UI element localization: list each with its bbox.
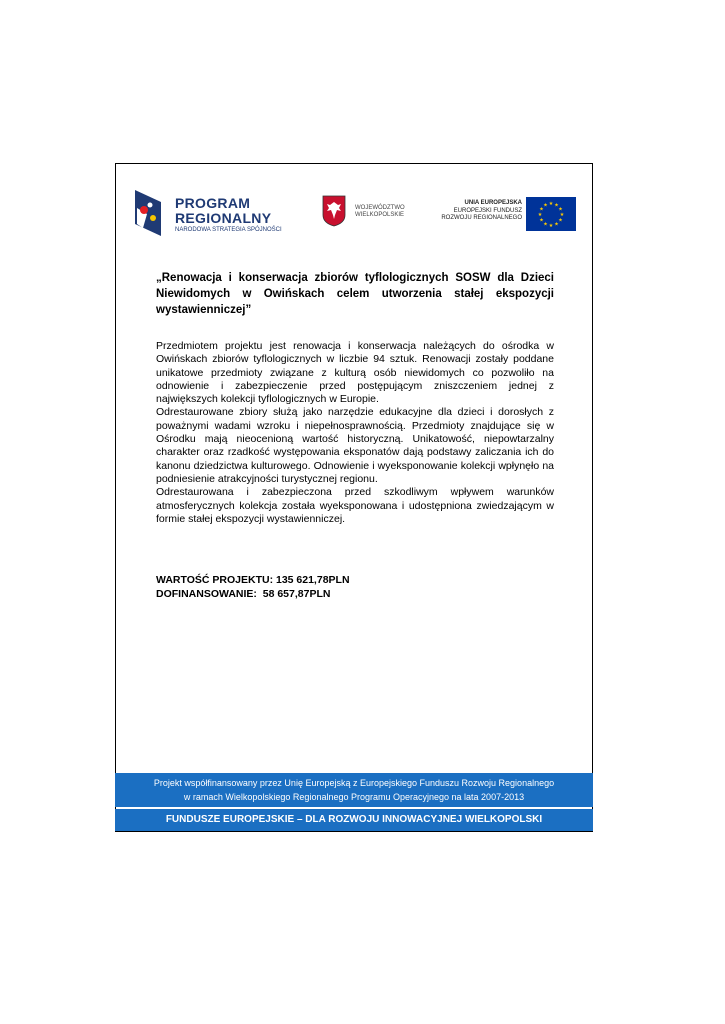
svg-text:★: ★ [559,212,565,218]
footer-line1: Projekt współfinansowany przez Unię Europejską z Europejskiego Funduszu Rozwoju Regionalnego [153,778,555,788]
wojewodztwo-line1: WOJEWÓDZTWO [355,205,405,211]
svg-text:★: ★ [558,206,563,213]
svg-text:★: ★ [539,217,544,224]
program-logo-line1: PROGRAM [175,195,251,211]
project-description [156,340,554,526]
eagle-crest-icon [322,195,346,227]
footer-line2: w ramach Wielkopolskiego Regionalnego Programu Operacyjnego na lata 2007-2013 [183,792,525,802]
paragraph: Przedmiotem projektu jest renowacja i konserwacja należących do ośrodka w Owińskach zbiorów tyflologicznych w liczbie 94 sztuk. Renowacji zostały poddane unikatowe przedmioty związane z kulturą osób niewidomych co pozwoliło na odnowienie i zabezpieczenie przed postępującym zniszczeniem jednej z największych kolekcji tyflologicznych w Europie. [156,340,554,406]
svg-text:★: ★ [554,202,559,209]
svg-text:★: ★ [543,221,548,228]
footer-slogan: FUNDUSZE EUROPEJSKIE – DLA ROZWOJU INNOWACYJNEJ WIELKOPOLSKI [165,814,543,825]
eu-logo-line3: ROZWOJU REGIONALNEGO [441,215,522,221]
svg-text:★: ★ [537,212,543,218]
slogan-footer [115,809,593,831]
program-logo-line3: NARODOWA STRATEGIA SPÓJNOŚCI [175,227,282,233]
svg-text:★: ★ [554,221,559,228]
paragraph: Odrestaurowane zbiory służą jako narzędzie edukacyjne dla dzieci i dorosłych z poważnymi wadami wzroku i niepełnosprawnością. Przedmioty znajdujące się w Ośrodku mają nieocenioną wartość historyczną. Unikatowość, niepowtarzalny charakter oraz rzadkość występowania eksponatów dają podstawy zaliczania ich do kanonu dziedzictwa kulturowego. Odnowienie i wyeksponowanie kolekcji wpłynęło na podniesienie atrakcyjności turystycznej regionu. [156,406,554,485]
svg-text:★: ★ [539,206,544,213]
svg-text:★: ★ [543,202,548,209]
svg-text:★: ★ [558,217,563,224]
program-regionalny-logo [133,188,303,240]
eu-logo-line2: EUROPEJSKI FUNDUSZ [453,208,522,214]
cofinancing-value: DOFINANSOWANIE: 58 657,87PLN [156,588,331,600]
wojewodztwo-logo [322,195,417,235]
paragraph: Odrestaurowana i zabezpieczona przed szkodliwym wpływem warunków atmosferycznych kolekcja została wyeksponowana i udostępniona zwiedzającym w formie stałej ekspozycji wystawienniczej. [156,486,554,525]
eu-flag-icon [526,197,576,231]
program-regionalny-mark-icon [133,188,163,238]
svg-text:★: ★ [548,223,554,229]
project-value: WARTOŚĆ PROJEKTU: 135 621,78PLN [156,574,350,586]
wojewodztwo-line2: WIELKOPOLSKIE [355,212,405,218]
project-values [156,573,350,601]
svg-text:★: ★ [548,201,554,207]
cofinancing-footer [115,773,593,807]
project-title: „Renowacja i konserwacja zbiorów tyflologicznych SOSW dla Dzieci Niewidomych w Owińskach celem utworzenia stałej ekspozycji wystawienniczej” [156,272,554,316]
eu-logo [438,197,578,231]
program-logo-line2: REGIONALNY [175,210,272,226]
eu-logo-line1: UNIA EUROPEJSKA [464,200,522,206]
